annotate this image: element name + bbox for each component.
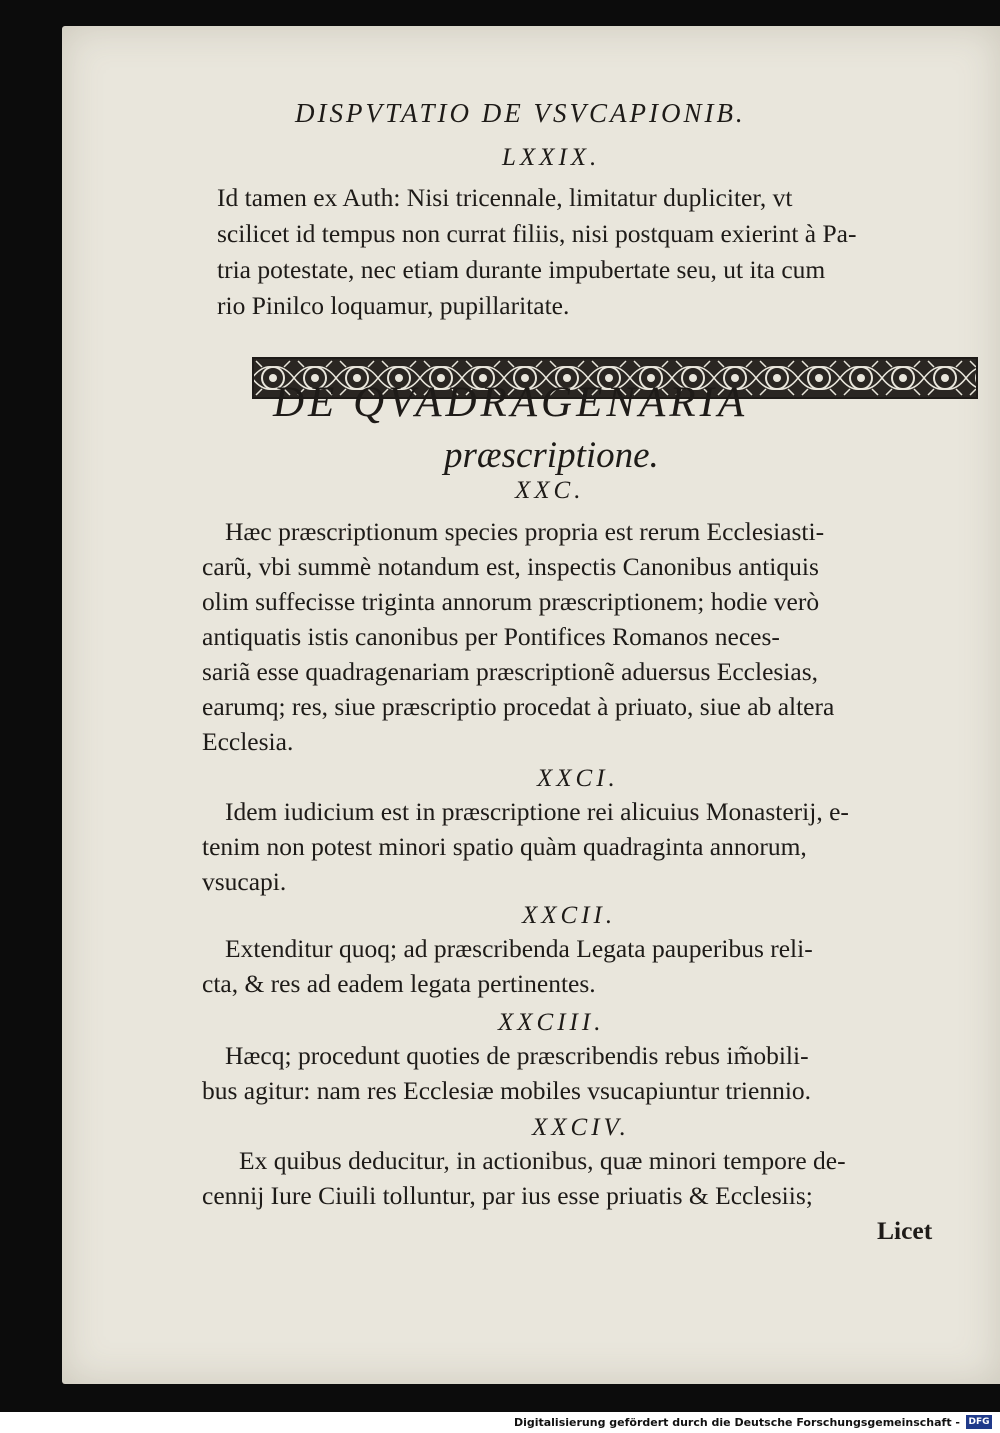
text-line: olim suffecisse triginta annorum præscriptionem; hodie verò: [202, 587, 820, 616]
text-line: Hæcq; procedunt quoties de præscribendis rebus im̃obili-: [225, 1041, 809, 1070]
text-line: sariã esse quadragenariam præscriptionẽ aduersus Ecclesias,: [202, 657, 819, 686]
text-line: scilicet id tempus non currat filiis, nisi postquam exierint à Pa-: [217, 219, 857, 248]
text-line: Idem iudicium est in præscriptione rei alicuius Monasterij, e-: [225, 797, 849, 826]
text-line: bus agitur: nam res Ecclesiæ mobiles vsucapiuntur triennio.: [202, 1076, 812, 1105]
text-line: carũ, vbi summè notandum est, inspectis Canonibus antiquis: [202, 552, 819, 581]
dfg-logo: DFG: [966, 1415, 992, 1429]
text-line: tenim non potest minori spatio quàm quadraginta annorum,: [202, 832, 807, 861]
text-line: cennij Iure Ciuili tolluntur, par ius esse priuatis & Ecclesiis;: [202, 1181, 813, 1210]
text-line: earumq; res, siue præscriptio procedat à priuato, siue ab altera: [202, 692, 835, 721]
text-line: Id tamen ex Auth: Nisi tricennale, limitatur dupliciter, vt: [217, 183, 793, 212]
paragraph-number: XXC.: [515, 477, 585, 504]
text-line: rio Pinilco loquamur, pupillaritate.: [217, 291, 570, 320]
text-line: cta, & res ad eadem legata pertinentes.: [202, 969, 596, 998]
text-line: antiquatis istis canonibus per Pontifices Romanos neces-: [202, 622, 780, 651]
text-line: vsucapi.: [202, 867, 287, 896]
section-subtitle: præscriptione.: [444, 435, 659, 476]
running-head: DISPVTATIO DE VSVCAPIONIB.: [295, 98, 746, 128]
paragraph-number: XXCIV.: [532, 1114, 630, 1141]
text-line: Ecclesia.: [202, 727, 294, 756]
paragraph-number: XXCII.: [522, 902, 617, 929]
catchword: Licet: [877, 1216, 933, 1245]
text-line: Ex quibus deducitur, in actionibus, quæ minori tempore de-: [239, 1146, 846, 1175]
paragraph-number: XXCIII.: [498, 1009, 605, 1036]
text-line: Extenditur quoq; ad præscribenda Legata pauperibus reli-: [225, 934, 813, 963]
text-line: tria potestate, nec etiam durante impubertate seu, ut ita cum: [217, 255, 826, 284]
book-page: [62, 26, 1000, 1384]
section-number: LXXIX.: [502, 144, 601, 171]
section-title: DE QVADRAGENARIA: [273, 379, 749, 426]
text-line: Hæc præscriptionum species propria est rerum Ecclesiasti-: [225, 517, 825, 546]
footer-bar: [0, 1412, 1000, 1433]
footer-credit: Digitalisierung gefördert durch die Deutsche Forschungsgemeinschaft -: [513, 1416, 960, 1429]
paragraph-number: XXCI.: [537, 765, 619, 792]
